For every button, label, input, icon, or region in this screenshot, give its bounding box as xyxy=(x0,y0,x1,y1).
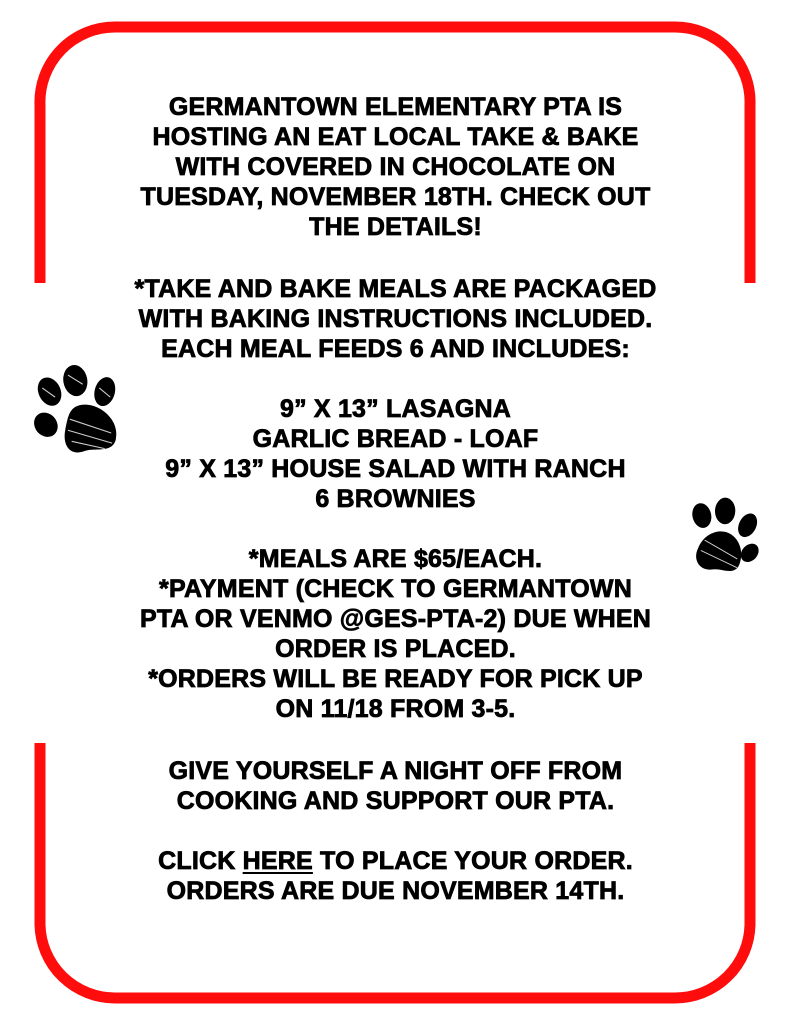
closing-line: GIVE YOURSELF A NIGHT OFF FROM xyxy=(168,757,623,785)
cta-suffix: TO PLACE YOUR ORDER. xyxy=(312,847,633,875)
details-line: *PAYMENT (CHECK TO GERMANTOWN xyxy=(159,575,632,603)
intro-line: HOSTING AN EAT LOCAL TAKE & BAKE xyxy=(152,123,639,151)
intro-line: WITH COVERED IN CHOCOLATE ON xyxy=(175,153,616,181)
intro-line: GERMANTOWN ELEMENTARY PTA IS xyxy=(168,93,623,121)
intro-line: TUESDAY, NOVEMBER 18TH. CHECK OUT xyxy=(140,183,651,211)
due-date-line: ORDERS ARE DUE NOVEMBER 14TH. xyxy=(166,877,625,905)
closing-line: COOKING AND SUPPORT OUR PTA. xyxy=(176,787,615,815)
details-line: ORDER IS PLACED. xyxy=(275,635,516,663)
menu-item: GARLIC BREAD - LOAF xyxy=(252,425,539,453)
menu-item: 9” X 13” LASAGNA xyxy=(279,395,512,423)
packaging-line: WITH BAKING INSTRUCTIONS INCLUDED. xyxy=(138,305,653,333)
packaging-line: *TAKE AND BAKE MEALS ARE PACKAGED xyxy=(134,275,657,303)
packaging-line: EACH MEAL FEEDS 6 AND INCLUDES: xyxy=(161,335,630,363)
order-link[interactable]: HERE xyxy=(242,847,313,875)
details-line: *ORDERS WILL BE READY FOR PICK UP xyxy=(148,665,643,693)
menu-item: 6 BROWNIES xyxy=(315,485,476,513)
details-line: *MEALS ARE $65/EACH. xyxy=(248,545,543,573)
details-line: ON 11/18 FROM 3-5. xyxy=(275,695,516,723)
menu-item: 9” X 13” HOUSE SALAD WITH RANCH xyxy=(165,455,626,483)
cta-line xyxy=(0,846,791,876)
details-line: PTA OR VENMO @GES-PTA-2) DUE WHEN xyxy=(139,605,652,633)
cta-prefix: CLICK xyxy=(158,847,243,875)
intro-line: THE DETAILS! xyxy=(309,213,482,241)
